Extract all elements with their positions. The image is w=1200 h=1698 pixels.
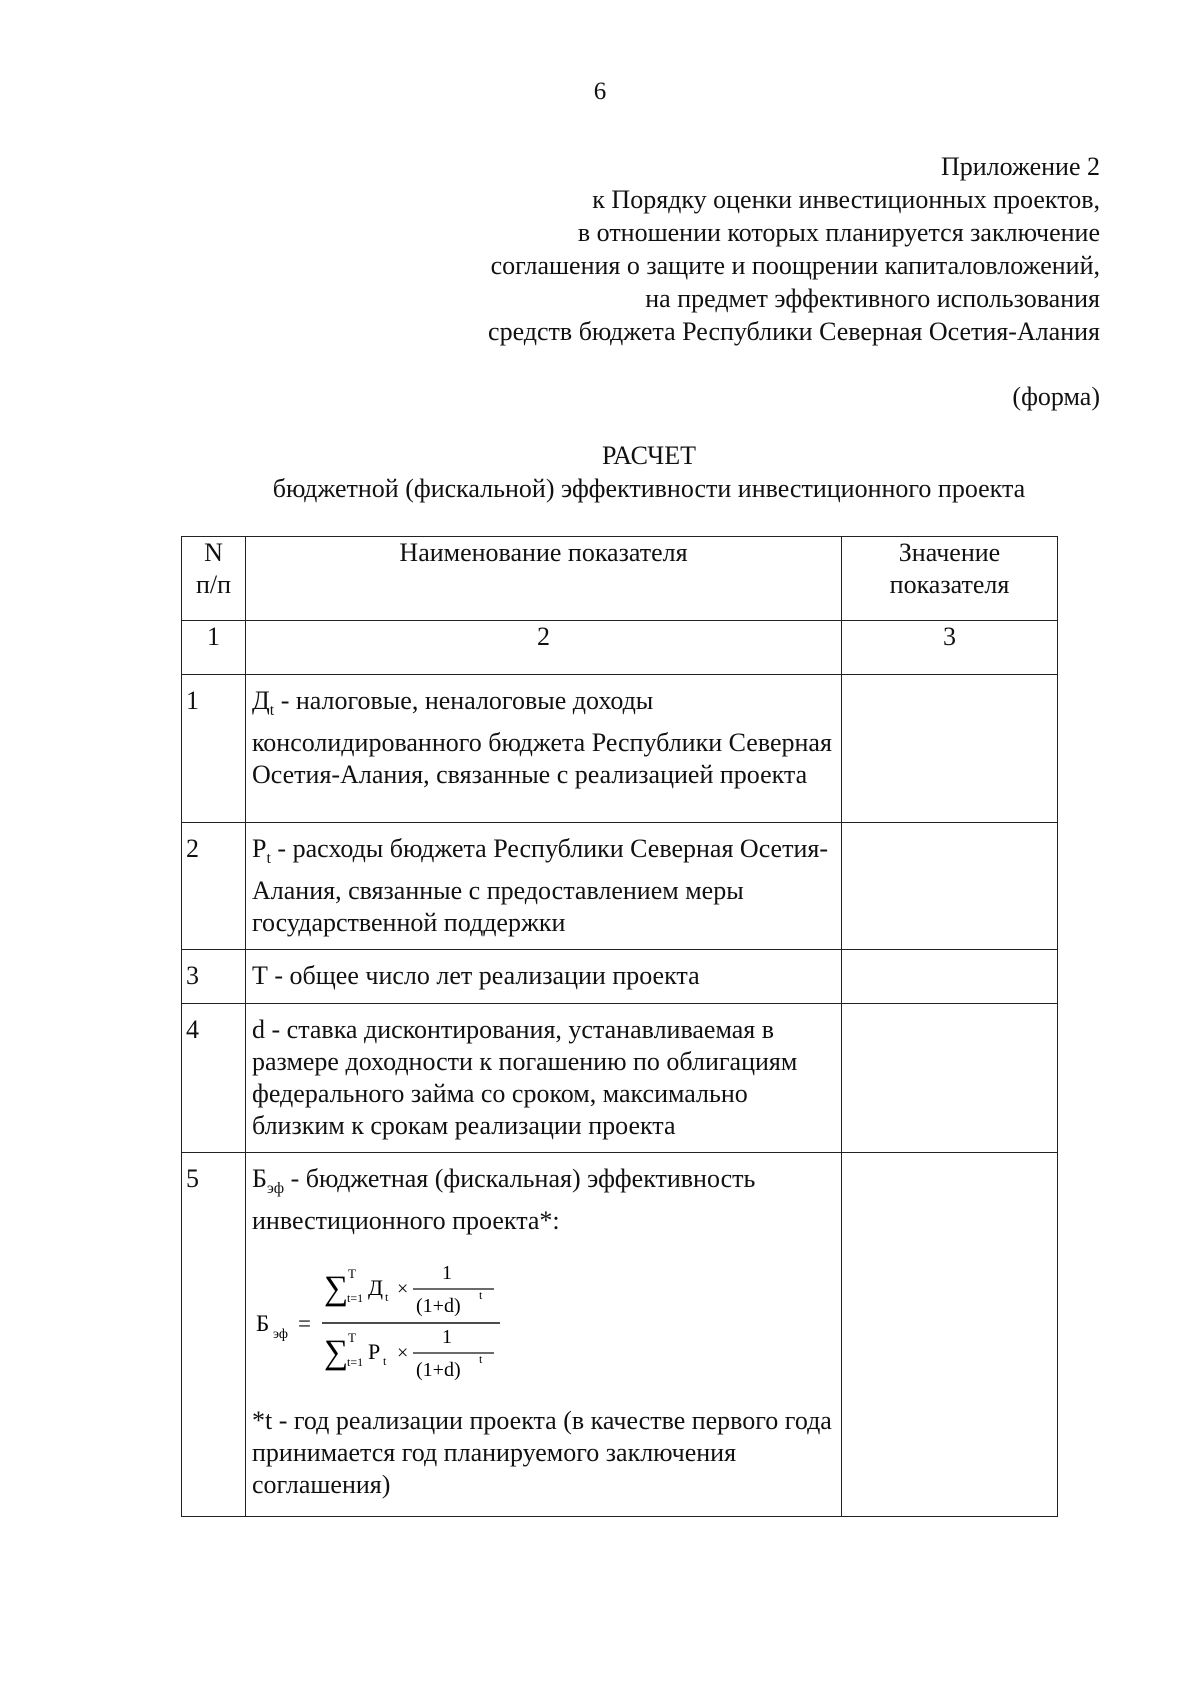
row-value bbox=[842, 950, 1058, 1004]
column-number: 1 bbox=[182, 621, 246, 675]
header-name: Наименование показателя bbox=[246, 537, 842, 621]
table-row bbox=[182, 950, 1058, 1004]
table-row bbox=[182, 1153, 1058, 1517]
row-name bbox=[246, 823, 842, 950]
row-number: 3 bbox=[182, 950, 246, 1004]
appendix-line: средств бюджета Республики Северная Осетия-Алания bbox=[488, 317, 1100, 346]
page-number: 6 bbox=[593, 78, 607, 105]
document-subtitle: бюджетной (фискальной) эффективности инвестиционного проекта bbox=[272, 474, 1026, 503]
denominator-upper-limit: T bbox=[348, 1330, 356, 1345]
column-number: 3 bbox=[842, 621, 1058, 675]
indicator-text: - общее число лет реализации проекта bbox=[267, 961, 700, 990]
header-number-text: N п/п bbox=[195, 538, 232, 599]
row-name bbox=[246, 675, 842, 823]
indicator-description bbox=[252, 1163, 835, 1237]
formula-equals: = bbox=[298, 1311, 311, 1336]
denominator-term: Р bbox=[368, 1339, 381, 1364]
numerator-term: Д bbox=[368, 1275, 384, 1300]
table-header-row bbox=[182, 537, 1058, 621]
header-number bbox=[182, 537, 246, 621]
indicator-symbol: Б bbox=[252, 1164, 267, 1193]
indicator-symbol: Д bbox=[252, 686, 270, 715]
formula-lhs: Б bbox=[256, 1311, 270, 1336]
row-value bbox=[842, 823, 1058, 950]
indicator-text: - налоговые, неналоговые доходы консолидированного бюджета Республики Северная Осетия-Алания, связанные с реализацией проекта bbox=[252, 686, 832, 789]
numerator-one: 1 bbox=[442, 1262, 452, 1284]
indicator-symbol: Р bbox=[252, 834, 267, 863]
appendix-line: к Порядку оценки инвестиционных проектов, bbox=[592, 185, 1100, 214]
appendix-line: Приложение 2 bbox=[940, 152, 1100, 181]
document-title: РАСЧЕТ bbox=[602, 441, 696, 470]
numerator-term-sub: t bbox=[385, 1290, 389, 1304]
denominator-sum-sign: ∑ bbox=[324, 1334, 349, 1371]
row-number: 4 bbox=[182, 1004, 246, 1153]
indicator-symbol: Т bbox=[252, 961, 268, 990]
row-value bbox=[842, 675, 1058, 823]
form-label: (форма) bbox=[1012, 382, 1100, 411]
indicator-subscript: t bbox=[266, 850, 271, 867]
indicator-subscript: t bbox=[269, 702, 275, 719]
denominator-lower-limit: t=1 bbox=[347, 1355, 364, 1369]
formula-graphic bbox=[256, 1259, 516, 1389]
row-name bbox=[246, 950, 842, 1004]
column-number: 2 bbox=[246, 621, 842, 675]
numerator-upper-limit: T bbox=[348, 1266, 356, 1281]
denominator-one: 1 bbox=[442, 1326, 452, 1348]
row-value bbox=[842, 1153, 1058, 1517]
indicator-text: - ставка дисконтирования, устанавливаемая в размере доходности к погашению по облигациям федерального займа со сроком, максимально близким к срокам реализации проекта bbox=[252, 1015, 798, 1140]
header-value bbox=[842, 537, 1058, 621]
numerator-discount: (1+d) bbox=[416, 1295, 461, 1317]
denominator-exponent: t bbox=[479, 1352, 483, 1366]
denominator-discount: (1+d) bbox=[416, 1359, 461, 1381]
numerator-times: × bbox=[397, 1278, 409, 1300]
row-number: 2 bbox=[182, 823, 246, 950]
appendix-line: на предмет эффективного использования bbox=[645, 284, 1100, 313]
appendix-line: соглашения о защите и поощрении капиталовложений, bbox=[490, 251, 1100, 280]
table-row bbox=[182, 823, 1058, 950]
formula-lhs-sub: эф bbox=[273, 1327, 288, 1342]
column-number-row bbox=[182, 621, 1058, 675]
indicator-text: - расходы бюджета Республики Северная Осетия-Алания, связанные с предоставлением меры государственной поддержки bbox=[252, 834, 828, 937]
numerator-exponent: t bbox=[479, 1288, 483, 1302]
indicator-subscript: эф bbox=[266, 1180, 285, 1197]
row-number: 1 bbox=[182, 675, 246, 823]
indicators-table bbox=[181, 536, 1058, 1517]
efficiency-formula bbox=[256, 1259, 835, 1389]
header-value-text: Значение показателя bbox=[889, 538, 1010, 599]
indicator-text: - бюджетная (фискальная) эффективность инвестиционного проекта*: bbox=[252, 1164, 756, 1235]
indicator-symbol: d bbox=[252, 1015, 265, 1044]
table-row bbox=[182, 1004, 1058, 1153]
denominator-term-sub: t bbox=[383, 1354, 387, 1368]
table-row bbox=[182, 675, 1058, 823]
row-name bbox=[246, 1153, 842, 1517]
appendix-line: в отношении которых планируется заключение bbox=[577, 218, 1100, 247]
row-number: 5 bbox=[182, 1153, 246, 1517]
appendix-header bbox=[488, 150, 1100, 348]
numerator-lower-limit: t=1 bbox=[347, 1291, 364, 1305]
row-value bbox=[842, 1004, 1058, 1153]
row-name bbox=[246, 1004, 842, 1153]
numerator-sum-sign: ∑ bbox=[324, 1270, 349, 1307]
denominator-times: × bbox=[397, 1342, 409, 1364]
formula-footnote: *t - год реализации проекта (в качестве первого года принимается год планируемого заключения соглашения) bbox=[252, 1406, 832, 1499]
